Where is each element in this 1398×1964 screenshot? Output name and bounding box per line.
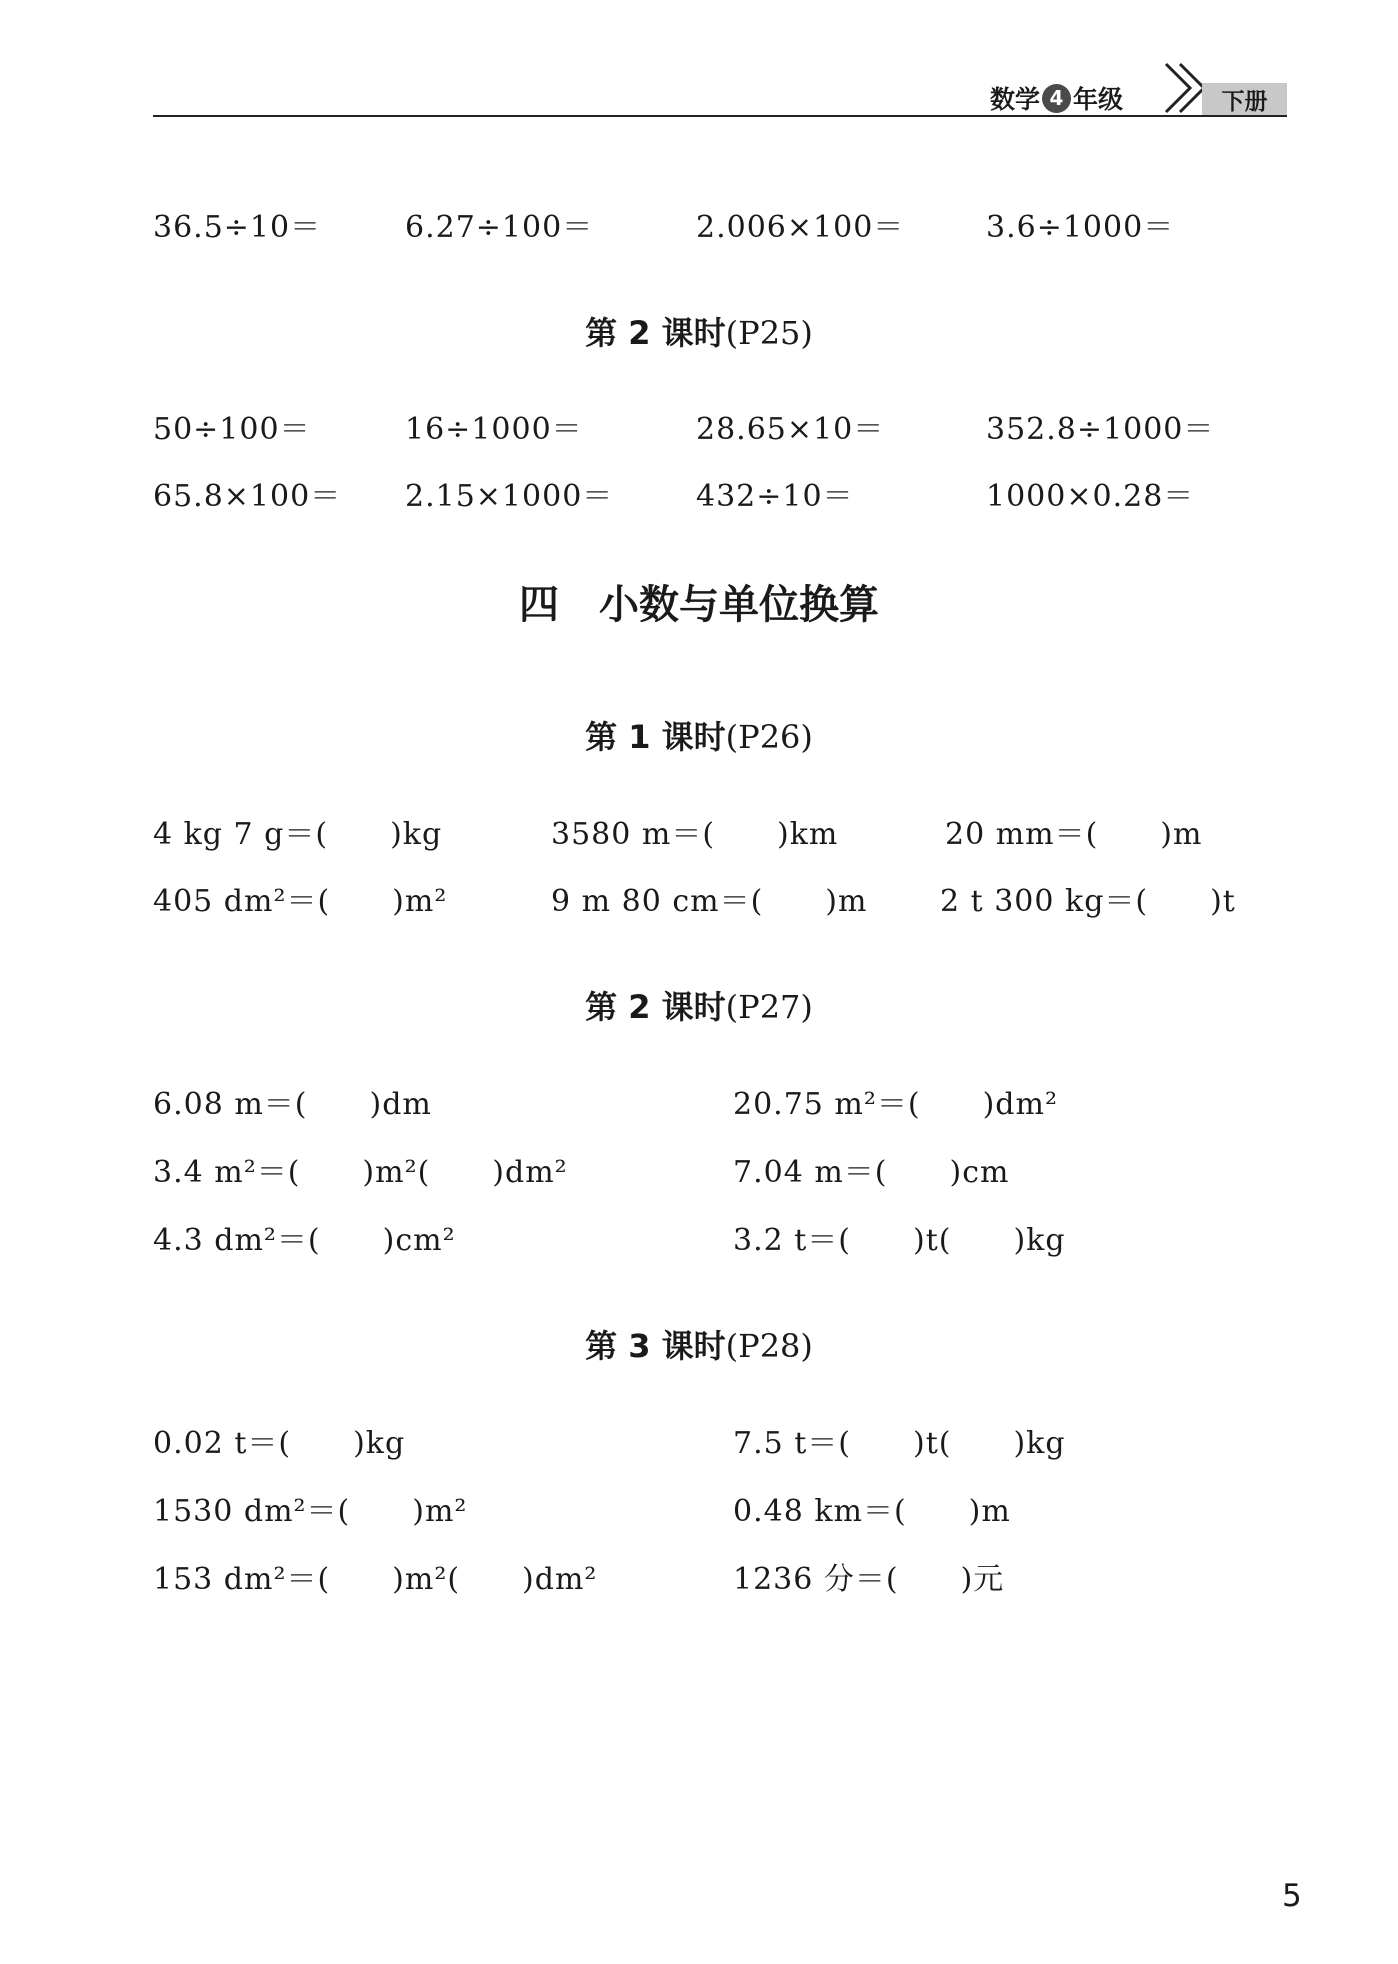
exercise-item: 352.8÷1000＝ — [986, 412, 1215, 447]
exercise-item: 1530 dm²＝( )m² — [153, 1494, 468, 1529]
lesson-heading — [0, 712, 1398, 758]
exercise-item: 9 m 80 cm＝( )m — [551, 884, 868, 919]
exercise-item: 50÷100＝ — [153, 412, 311, 447]
exercise-item: 6.27÷100＝ — [405, 210, 594, 245]
header-grade-suffix: 年级 — [1073, 85, 1124, 114]
exercise-item: 2.006×100＝ — [696, 210, 905, 245]
lesson-page-ref: (P27) — [725, 988, 813, 1026]
page-number: 5 — [1282, 1878, 1302, 1914]
exercise-item: 2.15×1000＝ — [405, 479, 614, 514]
grade-badge: 4 — [1042, 84, 1071, 113]
exercise-item: 3.4 m²＝( )m²( )dm² — [153, 1155, 568, 1190]
exercise-item: 36.5÷10＝ — [153, 210, 322, 245]
exercise-item: 4 kg 7 g＝( )kg — [153, 817, 443, 852]
lesson-heading — [0, 1321, 1398, 1367]
exercise-item: 3.2 t＝( )t( )kg — [733, 1223, 1066, 1258]
exercise-item: 28.65×10＝ — [696, 412, 885, 447]
exercise-item: 1000×0.28＝ — [986, 479, 1195, 514]
exercise-item: 405 dm²＝( )m² — [153, 884, 448, 919]
exercise-item: 3.6÷1000＝ — [986, 210, 1175, 245]
lesson-label: 第 2 课时 — [585, 988, 726, 1026]
exercise-item: 0.48 km＝( )m — [733, 1494, 1011, 1529]
volume-label: 下册 — [1202, 83, 1287, 115]
header-title — [990, 80, 1123, 116]
header-subject: 数学 — [990, 85, 1041, 114]
exercise-item: 16÷1000＝ — [405, 412, 583, 447]
lesson-heading — [0, 308, 1398, 354]
exercise-item: 6.08 m＝( )dm — [153, 1087, 432, 1122]
exercise-item: 0.02 t＝( )kg — [153, 1426, 406, 1461]
exercise-item: 153 dm²＝( )m²( )dm² — [153, 1562, 598, 1597]
lesson-page-ref: (P28) — [725, 1327, 813, 1365]
exercise-item: 1236 分＝( )元 — [733, 1562, 1005, 1597]
chapter-heading — [0, 573, 1398, 630]
exercise-item: 3580 m＝( )km — [551, 817, 839, 852]
exercise-item: 7.04 m＝( )cm — [733, 1155, 1010, 1190]
lesson-heading — [0, 982, 1398, 1028]
header-divider — [153, 115, 1287, 117]
exercise-item: 7.5 t＝( )t( )kg — [733, 1426, 1066, 1461]
exercise-item: 65.8×100＝ — [153, 479, 342, 514]
lesson-label: 第 1 课时 — [585, 718, 726, 756]
lesson-label: 第 2 课时 — [585, 314, 726, 352]
chapter-title: 小数与单位换算 — [599, 582, 879, 628]
exercise-item: 20.75 m²＝( )dm² — [733, 1087, 1058, 1122]
exercise-item: 2 t 300 kg＝( )t — [940, 884, 1236, 919]
lesson-label: 第 3 课时 — [585, 1327, 726, 1365]
exercise-item: 20 mm＝( )m — [945, 817, 1203, 852]
exercise-item: 432÷10＝ — [696, 479, 854, 514]
lesson-page-ref: (P25) — [725, 314, 813, 352]
chapter-number: 四 — [519, 582, 559, 628]
exercise-item: 4.3 dm²＝( )cm² — [153, 1223, 456, 1258]
lesson-page-ref: (P26) — [725, 718, 813, 756]
